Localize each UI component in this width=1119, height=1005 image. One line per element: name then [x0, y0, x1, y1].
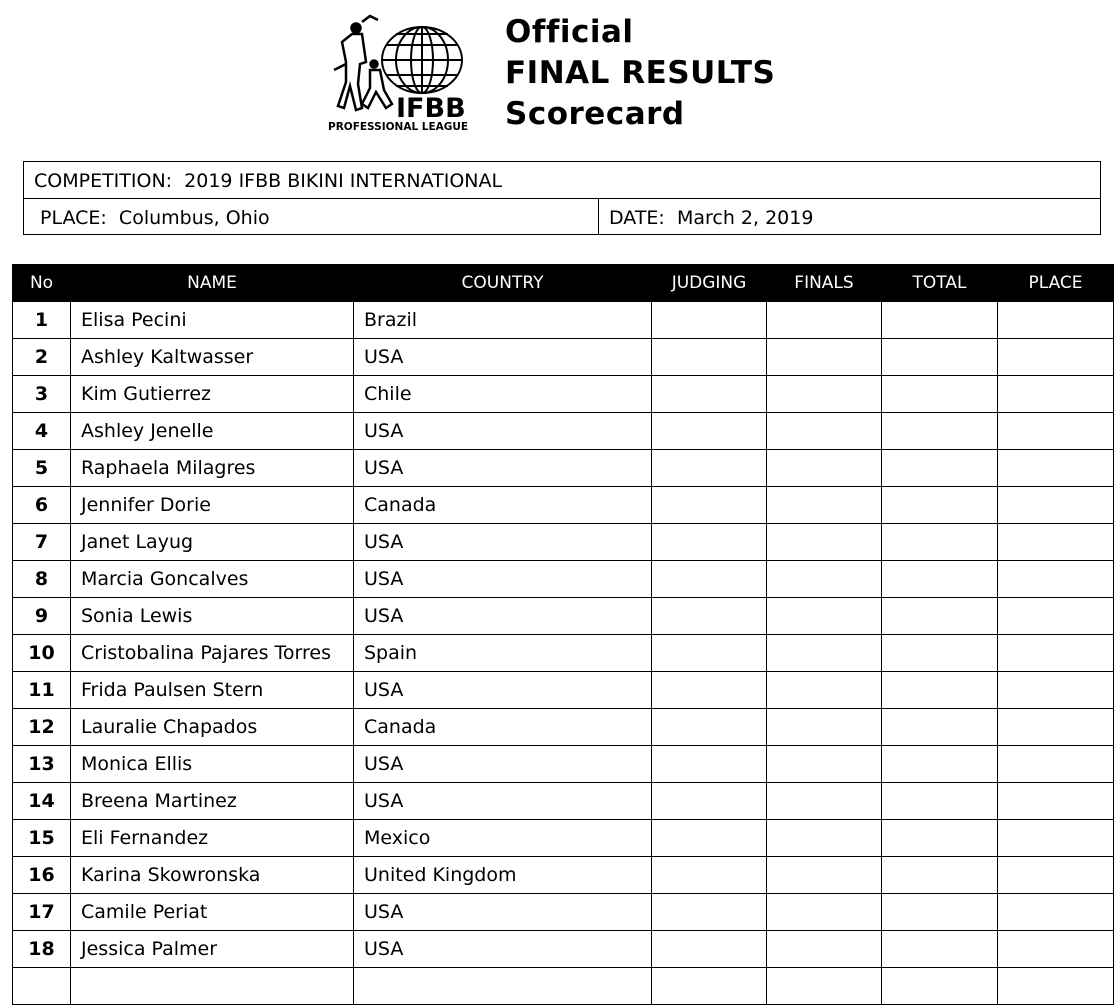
total-score-cell — [882, 413, 998, 450]
judging-score-cell — [652, 709, 767, 746]
competitor-number: 10 — [13, 635, 71, 672]
total-score-cell — [882, 339, 998, 376]
competitor-name: Karina Skowronska — [71, 857, 354, 894]
total-score-cell — [882, 450, 998, 487]
place-cell — [998, 376, 1114, 413]
competitor-country: USA — [354, 413, 652, 450]
logo-subtext: PROFESSIONAL LEAGUE — [328, 121, 469, 133]
competitor-number: 8 — [13, 561, 71, 598]
title-line-scorecard: Scorecard — [505, 96, 685, 132]
competitor-country: USA — [354, 524, 652, 561]
table-row — [13, 450, 1114, 487]
competitor-number: 15 — [13, 820, 71, 857]
competitor-number: 5 — [13, 450, 71, 487]
place-cell — [998, 820, 1114, 857]
competitor-country: United Kingdom — [354, 857, 652, 894]
competitor-number: 13 — [13, 746, 71, 783]
column-header-finals: FINALS — [767, 265, 882, 302]
competitor-country: USA — [354, 783, 652, 820]
competitor-name: Marcia Goncalves — [71, 561, 354, 598]
competition-row — [24, 162, 1100, 199]
total-score-cell — [882, 672, 998, 709]
scorecard-header — [322, 12, 802, 136]
judging-score-cell — [652, 561, 767, 598]
judging-score-cell — [652, 376, 767, 413]
competitor-country: Spain — [354, 635, 652, 672]
judging-score-cell — [652, 635, 767, 672]
competition-info-box — [23, 161, 1101, 235]
competitor-country: USA — [354, 561, 652, 598]
competitor-country: USA — [354, 450, 652, 487]
place-cell — [998, 894, 1114, 931]
total-score-cell — [882, 820, 998, 857]
info-divider — [598, 199, 599, 235]
competitor-country: Canada — [354, 487, 652, 524]
ifbb-logo — [322, 12, 492, 134]
table-row — [13, 376, 1114, 413]
table-row — [13, 339, 1114, 376]
total-score-cell — [882, 709, 998, 746]
competition-value: 2019 IFBB BIKINI INTERNATIONAL — [184, 170, 503, 192]
place-cell — [998, 709, 1114, 746]
table-header-row — [13, 265, 1114, 302]
judging-score-cell — [652, 783, 767, 820]
competitor-name: Ashley Kaltwasser — [71, 339, 354, 376]
competition-label: COMPETITION: — [34, 170, 173, 192]
competitor-name: Monica Ellis — [71, 746, 354, 783]
competitor-name: Elisa Pecini — [71, 302, 354, 339]
competitor-country: USA — [354, 339, 652, 376]
total-score-cell — [882, 598, 998, 635]
table-row — [13, 598, 1114, 635]
competitor-name: Frida Paulsen Stern — [71, 672, 354, 709]
competitor-name: Camile Periat — [71, 894, 354, 931]
table-row — [13, 746, 1114, 783]
table-row — [13, 302, 1114, 339]
judging-score-cell — [652, 487, 767, 524]
total-score-cell — [882, 894, 998, 931]
total-score-cell — [882, 746, 998, 783]
column-header-name: NAME — [71, 265, 354, 302]
place-cell — [998, 561, 1114, 598]
total-score-cell — [882, 302, 998, 339]
competitor-number: 3 — [13, 376, 71, 413]
judging-score-cell — [652, 968, 767, 1005]
competitor-name — [71, 968, 354, 1005]
table-row — [13, 635, 1114, 672]
place-value: Columbus, Ohio — [118, 207, 270, 229]
competitor-name: Janet Layug — [71, 524, 354, 561]
date-value: March 2, 2019 — [676, 207, 814, 229]
finals-score-cell — [767, 635, 882, 672]
competitor-country: Brazil — [354, 302, 652, 339]
place-cell — [998, 635, 1114, 672]
competitor-name: Jessica Palmer — [71, 931, 354, 968]
finals-score-cell — [767, 487, 882, 524]
finals-score-cell — [767, 931, 882, 968]
competitor-number — [13, 968, 71, 1005]
place-cell — [998, 931, 1114, 968]
total-score-cell — [882, 783, 998, 820]
competitor-name: Jennifer Dorie — [71, 487, 354, 524]
competitor-number: 4 — [13, 413, 71, 450]
competitor-country: Canada — [354, 709, 652, 746]
competitor-number: 6 — [13, 487, 71, 524]
finals-score-cell — [767, 302, 882, 339]
competitor-country: USA — [354, 598, 652, 635]
judging-score-cell — [652, 339, 767, 376]
column-header-no: No — [13, 265, 71, 302]
competitor-number: 14 — [13, 783, 71, 820]
total-score-cell — [882, 635, 998, 672]
column-header-country: COUNTRY — [354, 265, 652, 302]
competitor-name: Raphaela Milagres — [71, 450, 354, 487]
judging-score-cell — [652, 820, 767, 857]
scorecard-title — [505, 12, 775, 135]
total-score-cell — [882, 524, 998, 561]
competitor-number: 16 — [13, 857, 71, 894]
judging-score-cell — [652, 894, 767, 931]
column-header-total: TOTAL — [882, 265, 998, 302]
competitor-name: Cristobalina Pajares Torres — [71, 635, 354, 672]
competitor-number: 11 — [13, 672, 71, 709]
date-label: DATE: — [609, 207, 665, 229]
competitor-number: 2 — [13, 339, 71, 376]
finals-score-cell — [767, 857, 882, 894]
place-date-row — [24, 199, 1100, 235]
place-cell — [998, 302, 1114, 339]
competitor-number: 1 — [13, 302, 71, 339]
finals-score-cell — [767, 561, 882, 598]
competitor-country: USA — [354, 894, 652, 931]
finals-score-cell — [767, 709, 882, 746]
table-row — [13, 820, 1114, 857]
finals-score-cell — [767, 413, 882, 450]
place-label: PLACE: — [40, 207, 107, 229]
competitor-name: Eli Fernandez — [71, 820, 354, 857]
judging-score-cell — [652, 524, 767, 561]
table-row — [13, 783, 1114, 820]
competitor-country: USA — [354, 931, 652, 968]
total-score-cell — [882, 857, 998, 894]
judging-score-cell — [652, 302, 767, 339]
results-table — [12, 264, 1114, 1005]
place-cell — [998, 339, 1114, 376]
judging-score-cell — [652, 672, 767, 709]
table-row — [13, 487, 1114, 524]
competitor-country: Mexico — [354, 820, 652, 857]
competitor-country: USA — [354, 746, 652, 783]
judging-score-cell — [652, 413, 767, 450]
place-cell — [998, 487, 1114, 524]
judging-score-cell — [652, 857, 767, 894]
competitor-name: Sonia Lewis — [71, 598, 354, 635]
competitor-number: 17 — [13, 894, 71, 931]
table-row — [13, 561, 1114, 598]
finals-score-cell — [767, 339, 882, 376]
table-row — [13, 894, 1114, 931]
competitor-name: Breena Martinez — [71, 783, 354, 820]
competitor-number: 18 — [13, 931, 71, 968]
place-cell — [998, 450, 1114, 487]
finals-score-cell — [767, 783, 882, 820]
competitor-number: 7 — [13, 524, 71, 561]
table-row — [13, 931, 1114, 968]
title-line-final-results: FINAL RESULTS — [505, 55, 776, 91]
finals-score-cell — [767, 968, 882, 1005]
place-cell — [998, 413, 1114, 450]
table-row — [13, 709, 1114, 746]
total-score-cell — [882, 561, 998, 598]
finals-score-cell — [767, 746, 882, 783]
place-cell — [998, 598, 1114, 635]
competitor-country: Chile — [354, 376, 652, 413]
finals-score-cell — [767, 672, 882, 709]
finals-score-cell — [767, 598, 882, 635]
table-row — [13, 672, 1114, 709]
table-row — [13, 857, 1114, 894]
total-score-cell — [882, 968, 998, 1005]
place-cell — [998, 968, 1114, 1005]
place-cell — [998, 524, 1114, 561]
judging-score-cell — [652, 450, 767, 487]
place-cell — [998, 672, 1114, 709]
competitor-country — [354, 968, 652, 1005]
table-row — [13, 968, 1114, 1005]
competitor-name: Kim Gutierrez — [71, 376, 354, 413]
total-score-cell — [882, 487, 998, 524]
total-score-cell — [882, 376, 998, 413]
competitor-name: Lauralie Chapados — [71, 709, 354, 746]
place-cell — [998, 857, 1114, 894]
column-header-judging: JUDGING — [652, 265, 767, 302]
place-cell — [998, 783, 1114, 820]
column-header-place: PLACE — [998, 265, 1114, 302]
judging-score-cell — [652, 931, 767, 968]
competitor-country: USA — [354, 672, 652, 709]
competitor-number: 12 — [13, 709, 71, 746]
finals-score-cell — [767, 894, 882, 931]
title-line-official: Official — [505, 14, 634, 50]
judging-score-cell — [652, 746, 767, 783]
finals-score-cell — [767, 450, 882, 487]
finals-score-cell — [767, 524, 882, 561]
table-row — [13, 524, 1114, 561]
competitor-number: 9 — [13, 598, 71, 635]
finals-score-cell — [767, 820, 882, 857]
total-score-cell — [882, 931, 998, 968]
table-row — [13, 413, 1114, 450]
judging-score-cell — [652, 598, 767, 635]
logo-ifbb-text: IFBB — [396, 93, 466, 124]
results-body — [13, 302, 1114, 1005]
competitor-name: Ashley Jenelle — [71, 413, 354, 450]
place-cell — [998, 746, 1114, 783]
finals-score-cell — [767, 376, 882, 413]
